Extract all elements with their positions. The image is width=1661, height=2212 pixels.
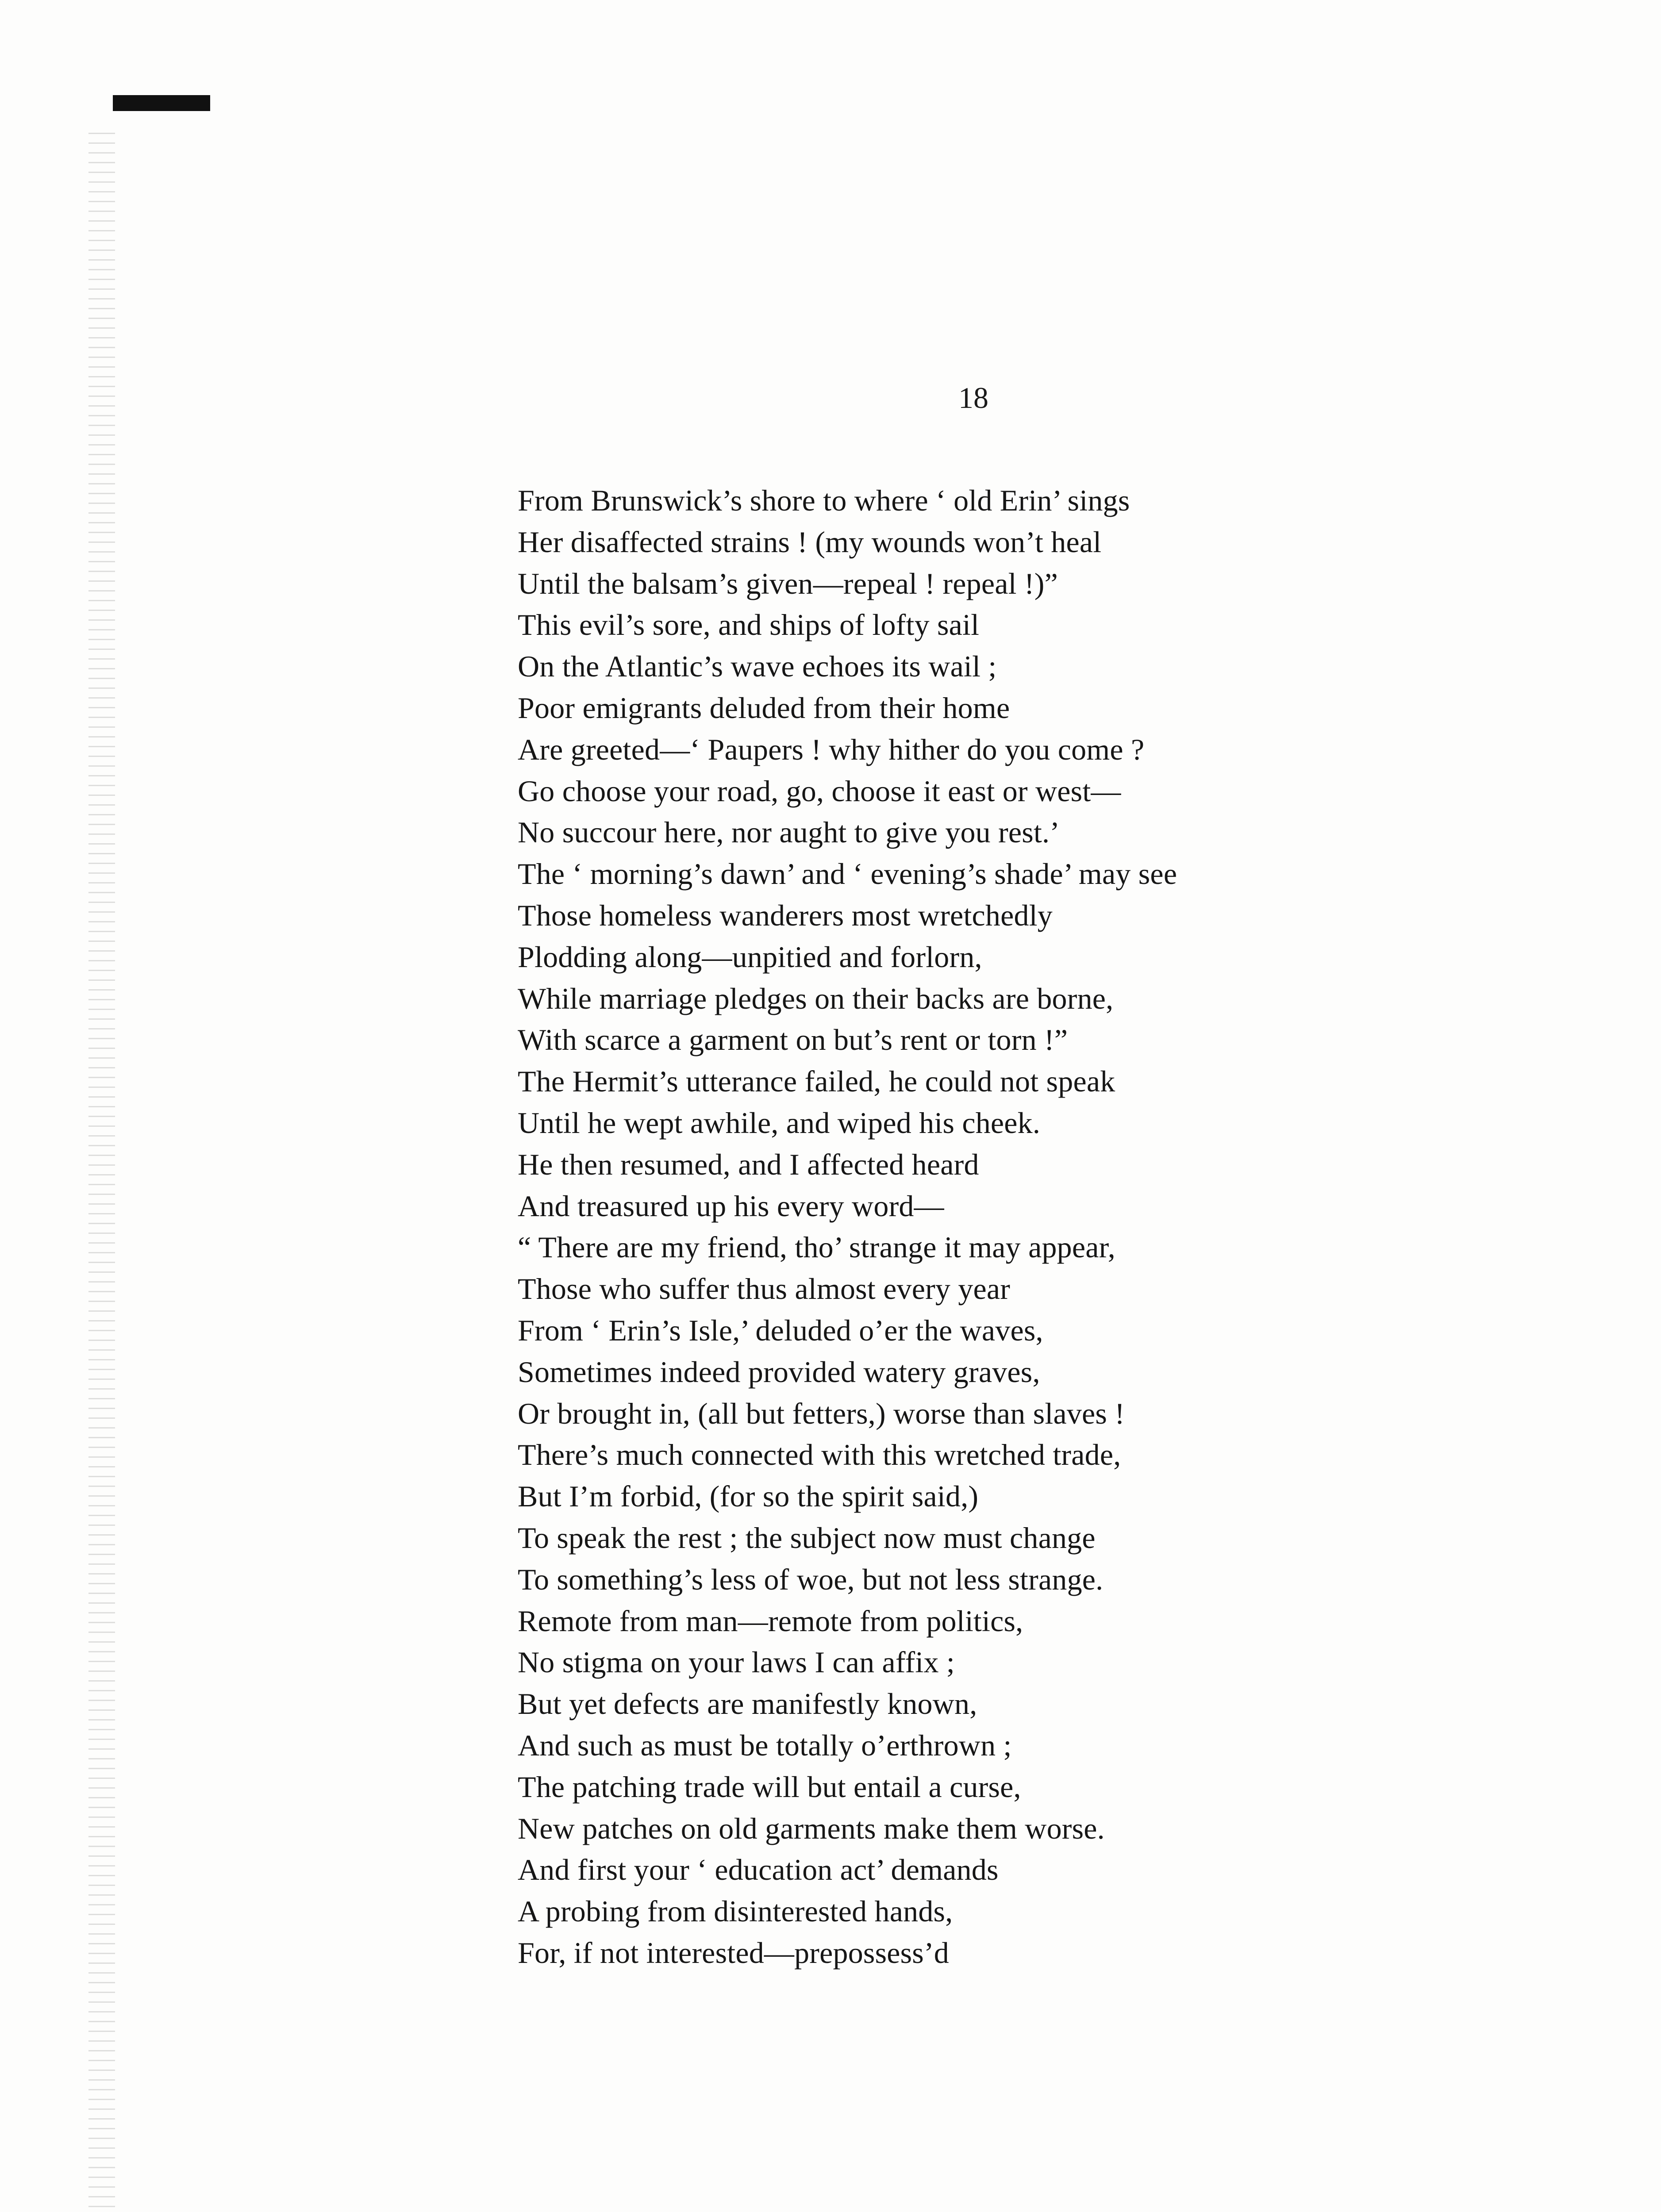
- poem-line: Are greeted—‘ Paupers ! why hither do you come ?: [518, 732, 1145, 766]
- scan-artifact-left-margin: [88, 133, 115, 2212]
- poem-line: Those homeless wanderers most wretchedly: [518, 898, 1053, 932]
- poem-line: While marriage pledges on their backs are borne,: [518, 981, 1114, 1015]
- poem-line: And first your ‘ education act’ demands: [518, 1853, 999, 1887]
- poem-line: The ‘ morning’s dawn’ and ‘ evening’s shade’ may see: [518, 857, 1177, 891]
- poem-line: The Hermit’s utterance failed, he could not speak: [518, 1064, 1115, 1098]
- poem-line: And treasured up his every word—: [518, 1189, 944, 1223]
- poem-line: The patching trade will but entail a curse,: [518, 1770, 1021, 1804]
- poem-line: With scarce a garment on but’s rent or torn !”: [518, 1023, 1068, 1057]
- poem-text: [518, 480, 1491, 1974]
- poem-line: But I’m forbid, (for so the spirit said,): [518, 1479, 979, 1513]
- poem-line: From ‘ Erin’s Isle,’ deluded o’er the waves,: [518, 1313, 1043, 1347]
- poem-line: Until he wept awhile, and wiped his cheek.: [518, 1106, 1041, 1140]
- poem-line: To speak the rest ; the subject now must change: [518, 1521, 1096, 1555]
- poem-line: And such as must be totally o’erthrown ;: [518, 1728, 1012, 1762]
- poem-line: Those who suffer thus almost every year: [518, 1272, 1011, 1306]
- poem-line: For, if not interested—prepossess’d: [518, 1936, 950, 1970]
- poem-line: On the Atlantic’s wave echoes its wail ;: [518, 649, 997, 684]
- poem-line: There’s much connected with this wretched trade,: [518, 1438, 1121, 1472]
- poem-line: Until the balsam’s given—repeal ! repeal !)”: [518, 566, 1058, 600]
- poem-line: No stigma on your laws I can affix ;: [518, 1645, 955, 1679]
- poem-line: To something’s less of woe, but not less strange.: [518, 1562, 1103, 1596]
- poem-line: Or brought in, (all but fetters,) worse than slaves !: [518, 1396, 1125, 1430]
- poem-line: Remote from man—remote from politics,: [518, 1604, 1023, 1638]
- poem-line: But yet defects are manifestly known,: [518, 1687, 977, 1721]
- poem-line: He then resumed, and I affected heard: [518, 1147, 979, 1181]
- poem-line: Go choose your road, go, choose it east or west—: [518, 774, 1121, 808]
- scan-artifact-top: [113, 95, 210, 111]
- page-number: 18: [958, 381, 988, 415]
- poem-line: A probing from disinterested hands,: [518, 1894, 953, 1928]
- poem-line: Poor emigrants deluded from their home: [518, 691, 1010, 725]
- poem-line: Her disaffected strains ! (my wounds won’t heal: [518, 525, 1102, 559]
- poem-line: Plodding along—unpitied and forlorn,: [518, 940, 982, 974]
- poem-line: No succour here, nor aught to give you rest.’: [518, 815, 1060, 849]
- poem-line: New patches on old garments make them worse.: [518, 1811, 1105, 1845]
- poem-line: “ There are my friend, tho’ strange it may appear,: [518, 1230, 1115, 1264]
- poem-line: Sometimes indeed provided watery graves,: [518, 1355, 1040, 1389]
- poem-line: This evil’s sore, and ships of lofty sail: [518, 608, 980, 642]
- poem-line: From Brunswick’s shore to where ‘ old Erin’ sings: [518, 484, 1130, 517]
